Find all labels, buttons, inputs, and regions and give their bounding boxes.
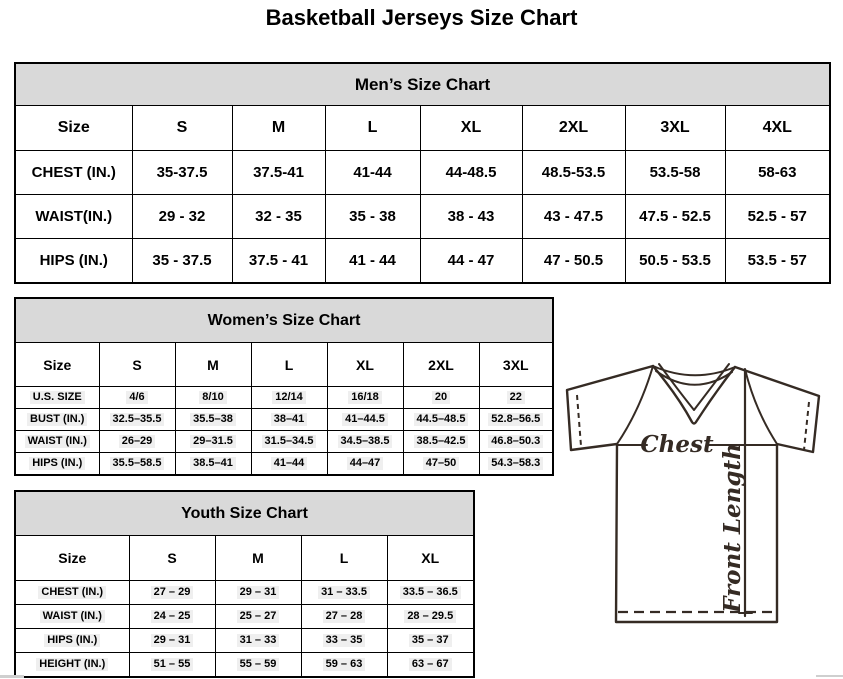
row-label: BUST (IN.) [27,413,87,427]
cell-value: 47 - 50.5 [522,239,625,284]
cell-value: 35 - 37.5 [132,239,232,284]
cell-value: 50.5 - 53.5 [625,239,725,284]
column-header: L [301,536,387,581]
right-cuff-dash-line [804,402,809,450]
cell-value: 51 – 55 [151,658,194,672]
row-label: HIPS (IN.) [15,239,132,284]
row-label: HEIGHT (IN.) [36,658,108,672]
cell-value: 38 - 43 [420,195,522,239]
cell-value: 31 – 33.5 [318,586,370,600]
jersey-outline [567,366,819,622]
cell-value: 37.5-41 [232,151,325,195]
column-header: XL [387,536,474,581]
column-header: 3XL [625,106,725,151]
cell-value: 44.5–48.5 [414,413,469,427]
cell-value: 29 - 32 [132,195,232,239]
cell-value: 58-63 [725,151,830,195]
cell-value: 24 – 25 [151,610,194,624]
table-title: Women’s Size Chart [15,298,553,343]
cell-value: 37.5 - 41 [232,239,325,284]
cell-value: 46.8–50.3 [488,435,543,449]
row-label: U.S. SIZE [30,391,85,405]
cell-value: 38.5–41 [190,457,236,471]
row-label: WAIST (IN.) [40,610,105,624]
row-label: WAIST(IN.) [15,195,132,239]
cell-value: 29–31.5 [190,435,236,449]
cell-value: 25 – 27 [237,610,280,624]
cell-value: 43 - 47.5 [522,195,625,239]
table-title: Men’s Size Chart [15,63,830,106]
column-header: 2XL [403,343,479,387]
cell-value: 38–41 [271,413,308,427]
cell-value: 33.5 – 36.5 [400,586,461,600]
cell-value: 26–29 [119,435,156,449]
cell-value: 52.5 - 57 [725,195,830,239]
chest-label: Chest [640,431,714,458]
column-header: 3XL [479,343,553,387]
cell-value: 55 – 59 [237,658,280,672]
cell-value: 44–47 [347,457,384,471]
cell-value: 47–50 [423,457,460,471]
column-header: XL [327,343,403,387]
cell-value: 44 - 47 [420,239,522,284]
column-header: XL [420,106,522,151]
left-cuff-dash-line [577,395,581,446]
front-length-label: Front Length [719,443,746,613]
cell-value: 35.5–58.5 [110,457,165,471]
cell-value: 44-48.5 [420,151,522,195]
cell-value: 22 [507,391,525,405]
cell-value: 29 – 31 [151,634,194,648]
youth-size-table [14,490,475,678]
cell-value: 12/14 [272,391,306,405]
cell-value: 20 [432,391,450,405]
cell-value: 35 - 38 [325,195,420,239]
cell-value: 41–44.5 [342,413,388,427]
cell-value: 35 – 37 [409,634,452,648]
column-header: M [232,106,325,151]
cell-value: 29 – 31 [237,586,280,600]
column-header: S [129,536,215,581]
column-header: L [251,343,327,387]
cell-value: 32.5–35.5 [110,413,165,427]
cell-value: 35-37.5 [132,151,232,195]
cell-value: 47.5 - 52.5 [625,195,725,239]
row-label: WAIST (IN.) [25,435,90,449]
cell-value: 34.5–38.5 [338,435,393,449]
cell-value: 54.3–58.3 [488,457,543,471]
cropped-element-fragment [816,675,843,677]
column-header: Size [15,106,132,151]
cell-value: 53.5 - 57 [725,239,830,284]
row-label: HIPS (IN.) [29,457,85,471]
cell-value: 38.5–42.5 [414,435,469,449]
row-label: CHEST (IN.) [38,586,106,600]
column-header: M [175,343,251,387]
jersey-diagram [556,358,828,626]
womens-size-table [14,297,554,476]
cell-value: 31.5–34.5 [262,435,317,449]
row-label: HIPS (IN.) [44,634,100,648]
column-header: S [132,106,232,151]
column-header: S [99,343,175,387]
cell-value: 52.8–56.5 [488,413,543,427]
column-header: 2XL [522,106,625,151]
cell-value: 33 – 35 [323,634,366,648]
cropped-element-fragment [0,675,24,678]
cell-value: 32 - 35 [232,195,325,239]
cell-value: 41–44 [271,457,308,471]
cell-value: 59 – 63 [323,658,366,672]
column-header: L [325,106,420,151]
cell-value: 8/10 [199,391,226,405]
cell-value: 41 - 44 [325,239,420,284]
cell-value: 27 – 29 [151,586,194,600]
page-title: Basketball Jerseys Size Chart [265,5,578,30]
column-header: Size [15,536,129,581]
column-header: Size [15,343,99,387]
cell-value: 41-44 [325,151,420,195]
cell-value: 27 – 28 [323,610,366,624]
cell-value: 4/6 [126,391,147,405]
cell-value: 16/18 [348,391,382,405]
cell-value: 28 – 29.5 [404,610,456,624]
cell-value: 35.5–38 [190,413,236,427]
column-header: M [215,536,301,581]
table-title: Youth Size Chart [15,491,474,536]
cell-value: 48.5-53.5 [522,151,625,195]
cell-value: 31 – 33 [237,634,280,648]
column-header: 4XL [725,106,830,151]
mens-size-table [14,62,831,284]
row-label: CHEST (IN.) [15,151,132,195]
cell-value: 63 – 67 [409,658,452,672]
cell-value: 53.5-58 [625,151,725,195]
